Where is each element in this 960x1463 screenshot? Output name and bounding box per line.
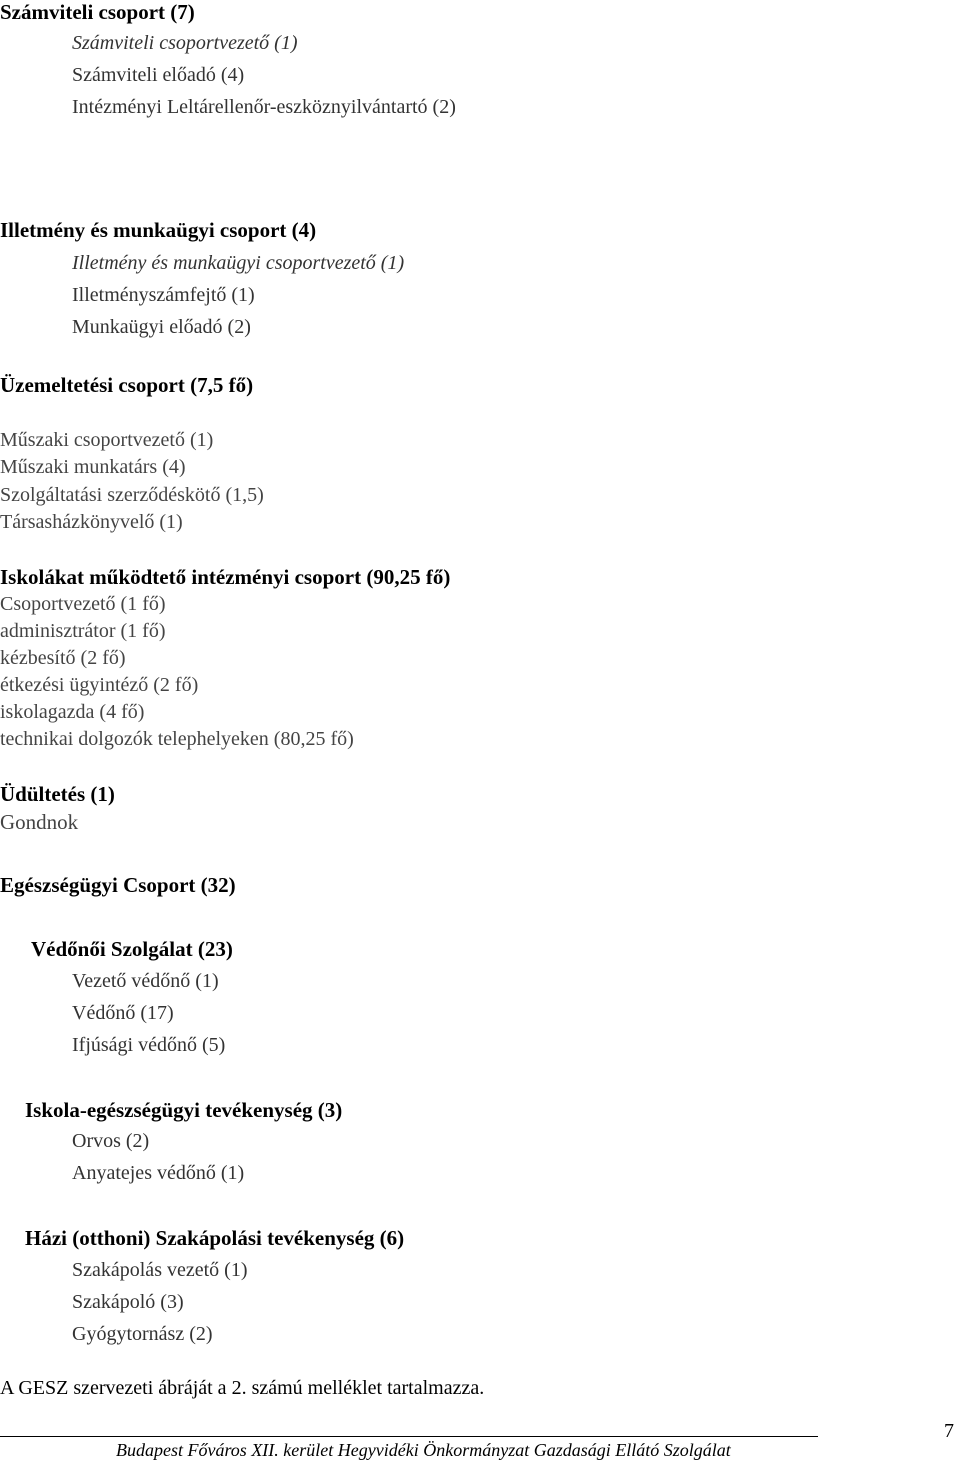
- list-item: adminisztrátor (1 fő): [0, 620, 166, 642]
- footer-text: Budapest Főváros XII. kerület Hegyvidéki Önkormányzat Gazdasági Ellátó Szolgálat: [116, 1440, 731, 1460]
- section-title-iskola-eu: Iskola-egészségügyi tevékenység (3): [25, 1098, 343, 1122]
- list-item: Szakápoló (3): [72, 1291, 184, 1313]
- list-item: Illetmény és munkaügyi csoportvezető (1): [72, 252, 405, 274]
- list-item: Gyógytornász (2): [72, 1323, 213, 1345]
- list-item: Illetményszámfejtő (1): [72, 284, 255, 306]
- list-item: kézbesítő (2 fő): [0, 647, 126, 669]
- list-item: étkezési ügyintéző (2 fő): [0, 674, 199, 696]
- section-title-vedonoi: Védőnői Szolgálat (23): [31, 937, 233, 961]
- list-item: Ifjúsági védőnő (5): [72, 1034, 226, 1056]
- list-item: Orvos (2): [72, 1130, 150, 1152]
- list-item: iskolagazda (4 fő): [0, 701, 145, 723]
- list-item: Társasházkönyvelő (1): [0, 511, 183, 533]
- list-item: Csoportvezető (1 fő): [0, 593, 166, 615]
- closing-note: A GESZ szervezeti ábráját a 2. számú melléklet tartalmazza.: [0, 1377, 485, 1399]
- list-item: Szolgáltatási szerződéskötő (1,5): [0, 484, 264, 506]
- section-title-szamviteli: Számviteli csoport (7): [0, 0, 195, 24]
- list-item: Vezető védőnő (1): [72, 970, 219, 992]
- list-item: Anyatejes védőnő (1): [72, 1162, 245, 1184]
- section-title-hazi: Házi (otthoni) Szakápolási tevékenység (6): [25, 1226, 405, 1250]
- section-title-uzemeltetesi: Üzemeltetési csoport (7,5 fő): [0, 373, 254, 397]
- page-number: 7: [944, 1420, 954, 1442]
- list-item: Műszaki munkatárs (4): [0, 456, 186, 478]
- section-title-egeszsegugyi: Egészségügyi Csoport (32): [0, 873, 236, 897]
- list-item: Intézményi Leltárellenőr-eszköznyilvántartó (2): [72, 96, 456, 118]
- footer-divider: [0, 1436, 818, 1437]
- list-item: Számviteli előadó (4): [72, 64, 245, 86]
- section-title-illetmeny: Illetmény és munkaügyi csoport (4): [0, 218, 317, 242]
- list-item: technikai dolgozók telephelyeken (80,25 fő): [0, 728, 354, 750]
- list-item: Műszaki csoportvezető (1): [0, 429, 214, 451]
- list-item: Munkaügyi előadó (2): [72, 316, 251, 338]
- section-title-iskolakat: Iskolákat működtető intézményi csoport (90,25 fő): [0, 565, 451, 589]
- section-title-udultetes: Üdültetés (1): [0, 782, 115, 806]
- list-item: Védőnő (17): [72, 1002, 174, 1024]
- list-item: Gondnok: [0, 810, 79, 834]
- list-item: Számviteli csoportvezető (1): [72, 32, 298, 54]
- list-item: Szakápolás vezető (1): [72, 1259, 248, 1281]
